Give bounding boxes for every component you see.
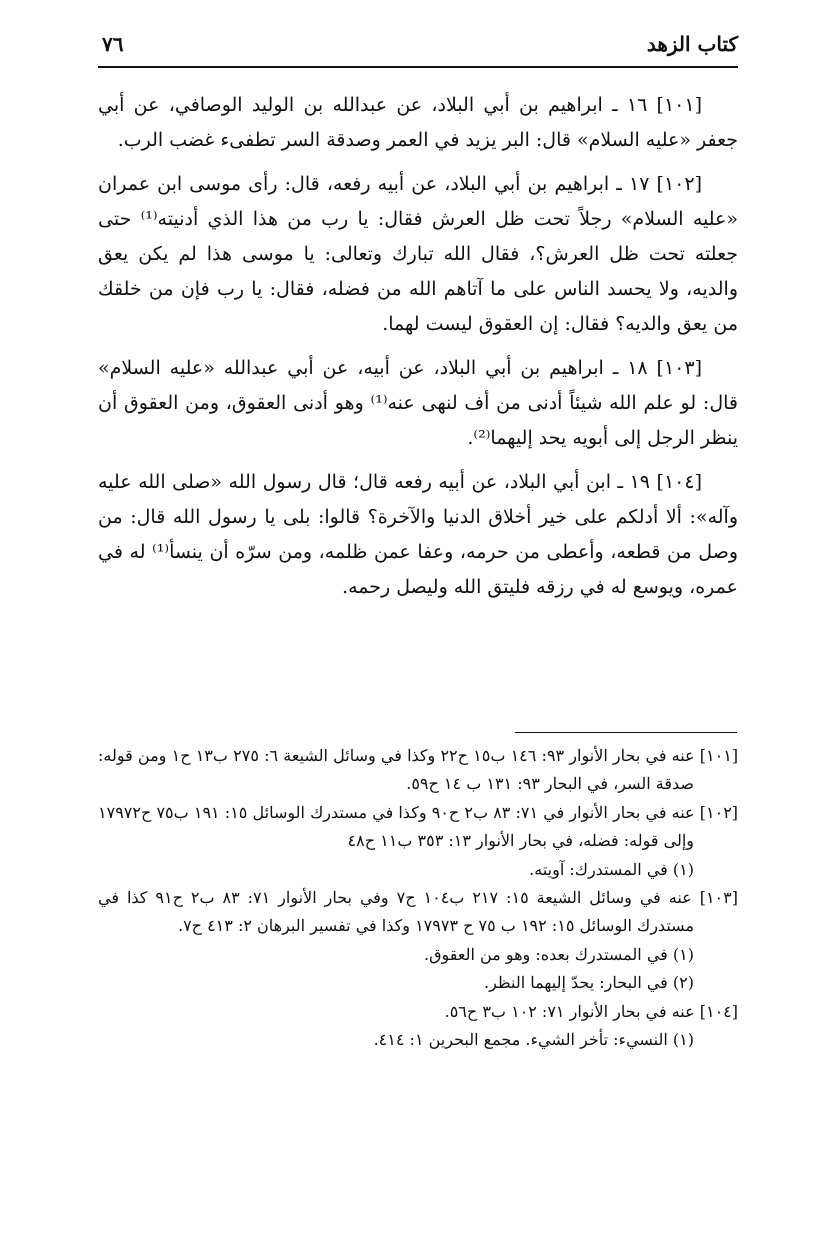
hadith-101: [١٠١] ١٦ ـ ابراهيم بن أبي البلاد، عن عبدالله بن الوليد الوصافي، عن أبي جعفر «عليه السلام» قال: البر يزيد في العمر وصدقة السر تطفىء غضب الرب.: [98, 94, 738, 151]
footnote-102: [١٠٢] عنه في بحار الأنوار في ٧١: ٨٣ ب٢ ح٩٠ وكذا في مستدرك الوسائل ١٥: ١٩١ ب٧٥ ح١٧٩٧٢ وإلى قوله: فضله، في بحار الأنوار ١٣: ٣٥٣ ب١١ ح٤٨: [98, 802, 739, 851]
footnote-103-2: (٢) في البحار: يحدّ إليهما النظر.: [484, 973, 694, 993]
footnotes: [98, 742, 738, 1054]
hadith-103: [١٠٣] ١٨ ـ ابراهيم بن أبي البلاد، عن أبيه، عن أبي عبدالله «عليه السلام» قال: لو علم الله شيئاً أدنى من أف لنهى عنه⁽¹⁾ وهو أدنى العقوق، ومن العقوق أن ينظر الرجل إلى أبويه يحد إليهما⁽²⁾.: [98, 357, 738, 449]
footnote-101: [١٠١] عنه في بحار الأنوار ٩٣: ١٤٦ ب١٥ ح٢٢ وكذا في وسائل الشيعة ٦: ٢٧٥ ب١٣ ح١ ومن قوله: صدقة السر، في البحار ٩٣: ١٣١ ب ١٤ ح٥٩.: [98, 746, 739, 794]
footnote-103: [١٠٣] عنه في وسائل الشيعة ١٥: ٢١٧ ب١٠٤ ح٧ وفي بحار الأنوار ٧١: ٨٣ ب٢ ح٩١ كذا في مستدرك الوسائل ١٥: ١٩٢ ب ٧٥ ح ١٧٩٧٣ وكذا في تفسير البرهان ٢: ٤١٣ ح٧.: [98, 888, 738, 936]
footnote-104-1: (١) النسيء: تأخر الشيء. مجمع البحرين ١: ٤١٤.: [373, 1030, 694, 1050]
running-title: كتاب الزهد: [646, 32, 738, 56]
hadith-104: [١٠٤] ١٩ ـ ابن أبي البلاد، عن أبيه رفعه قال؛ قال رسول الله «صلى الله عليه وآله»: ألا أدلكم على خير أخلاق الدنيا والآخرة؟ قالوا: بلى يا رسول الله قال: من وصل من قطعه، وأعطى من حرمه، وعفا عمن ظلمه، ومن سرّه أن ينسأ⁽¹⁾ له في عمره، ويوسع له في رزقه فليتق الله وليصل رحمه.: [98, 471, 738, 598]
footnote-102-1: (١) في المستدرك: آويته.: [529, 859, 694, 879]
page-header: [98, 26, 738, 68]
hadith-102: [١٠٢] ١٧ ـ ابراهيم بن أبي البلاد، عن أبيه رفعه، قال: رأى موسى ابن عمران «عليه السلام» رجلاً تحت ظل العرش فقال: يا رب من هذا الذي أدنيته⁽¹⁾ حتى جعلته تحت ظل العرش؟، فقال الله تبارك وتعالى: يا موسى هذا لم يكن يعق والديه، ولا يحسد الناس على ما آتاهم الله من فضله، فقال: يا رب فإن من خلقك من يعق والديه؟ فقال: إن العقوق ليست لهما.: [98, 173, 738, 335]
main-text: [98, 88, 738, 605]
footnote-103-1: (١) في المستدرك بعده: وهو من العقوق.: [424, 944, 694, 964]
footnote-104: [١٠٤] عنه في بحار الأنوار ٧١: ١٠٢ ب٣ ح٥٦.: [444, 1001, 738, 1021]
footnote-divider: [515, 732, 737, 733]
page-number: ٧٦: [102, 32, 124, 56]
